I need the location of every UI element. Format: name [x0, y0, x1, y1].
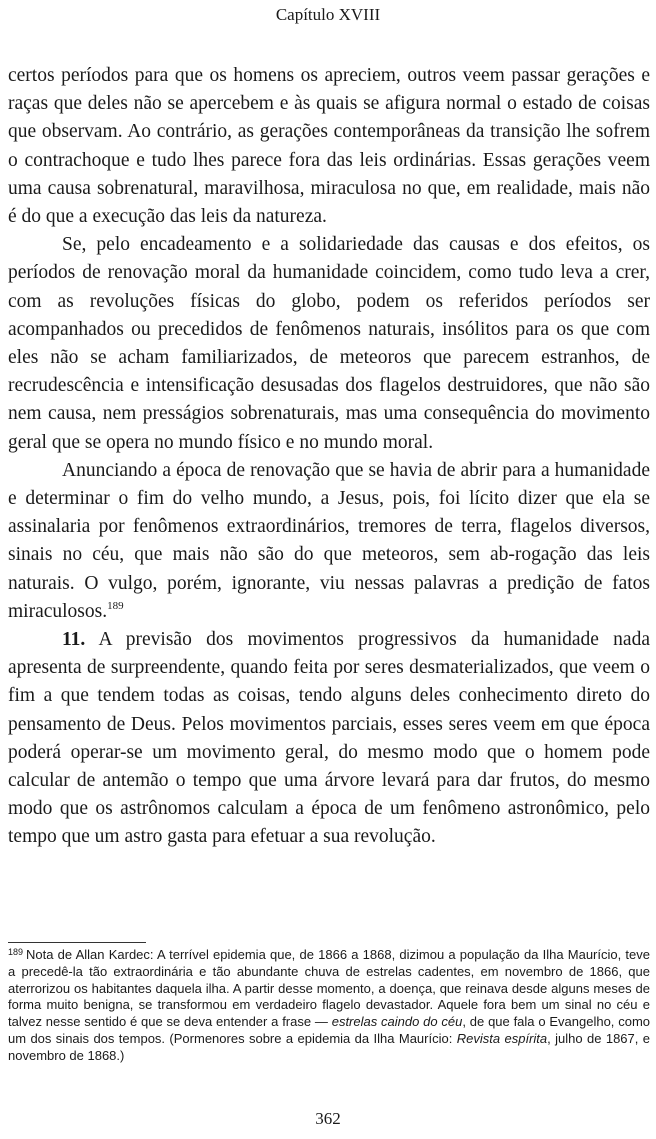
paragraph-text: Anunciando a época de renovação que se havia de abrir para a humanidade e determinar o fim do velho mundo, a Jesus, pois, foi lícito dizer que ela se assinalaria por fenômenos extraordinários, tremores de terra, flagelos diversos, sinais no céu, que mais não são do que meteoros, sem ab-rogação das leis naturais. O vulgo, porém, ignorante, viu nessas palavras a predição de fatos miraculosos.	[8, 459, 650, 622]
footnote-source-title: Revista espírita	[456, 1030, 548, 1046]
paragraph-number: 11.	[62, 629, 86, 651]
paragraph: Se, pelo encadeamento e a solidariedade das causas e dos efeitos, os períodos de renovação moral da humanidade coincidem, como tudo leva a crer, com as revoluções físicas do globo, podem os referidos períodos ser acompanhados ou precedidos de fenômenos naturais, insólitos para os que com eles não se acham familiarizados, de meteoros que parecem estranhos, de recrudescência e intensificação desusadas dos flagelos destruidores, que não são nem causa, nem presságios sobrenaturais, mas uma consequência do movimento geral que se opera no mundo físico e no mundo moral.	[8, 234, 650, 453]
paragraph-with-note	[8, 457, 650, 626]
footnote-quote: estrelas caindo do céu	[331, 1014, 463, 1030]
paragraph-text: A previsão dos movimentos progressivos da humanidade nada apresenta de surpreendente, quando feita por seres desmaterializados, que veem o fim a que tendem todas as coisas, tendo alguns deles conhecimento direto do pensamento de Deus. Pelos movimentos parciais, esses seres veem em que época poderá operar-se um movimento geral, do mesmo modo que o homem pode calcular de antemão o tempo que uma árvore levará para dar frutos, do mesmo modo que os astrônomos calculam a época de um fenômeno astronômico, pelo tempo que um astro gasta para efetuar a sua revolução.	[8, 629, 650, 848]
page-number: 362	[315, 1109, 341, 1128]
footnote	[8, 947, 650, 1065]
running-head: Capítulo XVIII	[275, 5, 381, 24]
body-text	[8, 62, 650, 852]
numbered-paragraph	[8, 626, 650, 852]
footnote-text: , julho de 1867, e novembro de 1868.)	[8, 1030, 650, 1063]
footnote-rule	[8, 942, 146, 943]
footnote-text: Nota de Allan Kardec: A terrível epidemia que, de 1866 a 1868, dizimou a população da Ilha Maurício, teve a precedê-la tão extraordinária e tão abundante chuva de estrelas cadentes, em novembro de 1866, que aterrorizou os habitantes daquela ilha. A partir desse momento, a doença, que reinava desde alguns meses de forma muito benigna, se transformou em verdadeiro flagelo devastador. Aquele fora bem um sinal no céu e talvez nesse sentido é que se deva entender a frase —	[8, 947, 650, 1030]
footnote-marker: 189	[8, 947, 24, 957]
footnote-reference[interactable]: 189	[107, 599, 124, 612]
paragraph-continuation: certos períodos para que os homens os apreciem, outros veem passar gerações e raças que deles não se apercebem e às quais se afigura normal o estado de coisas que observam. Ao contrário, as gerações contemporâneas da transição lhe sofrem o contrachoque e tudo lhes parece fora das leis ordinárias. Essas gerações veem uma causa sobrenatural, maravilhosa, miraculosa no que, em realidade, mais não é do que a execução das leis da natureza.	[8, 65, 650, 228]
footnote-text: , de que fala o Evangelho, como um dos sinais dos tempos. (Pormenores sobre a epidemia da Ilha Maurício:	[8, 1014, 651, 1046]
